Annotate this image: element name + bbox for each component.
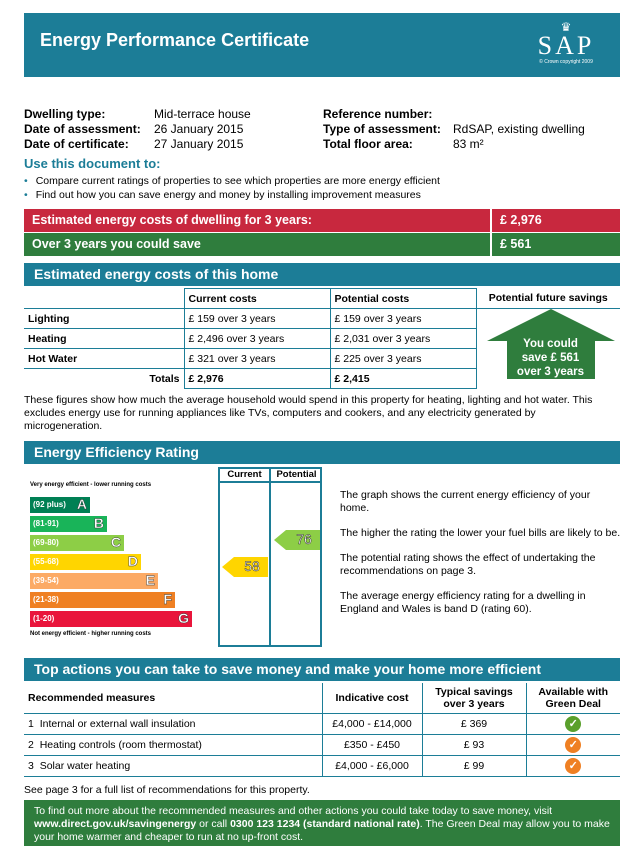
measures-header: Recommended measures xyxy=(24,683,322,713)
see-page-note: See page 3 for a full list of recommendations for this property. xyxy=(24,784,310,796)
band-letter: E xyxy=(145,572,155,588)
rating-band xyxy=(30,554,141,570)
potential-cost-cell: £ 225 over 3 years xyxy=(330,349,476,369)
green-deal-cell xyxy=(526,734,620,755)
footer-text: . The Green Deal may allow you to make your home warmer and cheaper to run at no up-front cost. xyxy=(34,818,610,843)
band-range: (69-80) xyxy=(33,538,59,547)
table-row xyxy=(24,309,620,329)
efficient-note: Very energy efficient - lower running costs xyxy=(30,482,152,488)
band-letter: A xyxy=(76,496,87,512)
potential-costs-header: Potential costs xyxy=(330,289,476,309)
potential-cost-cell: £ 159 over 3 years xyxy=(330,309,476,329)
efficiency-paragraph: The graph shows the current energy efficiency of your home. xyxy=(340,489,591,514)
certificate-date-label: Date of certificate: xyxy=(24,137,129,151)
footer-phone: 0300 123 1234 (standard national rate) xyxy=(230,818,420,830)
savings-label: Over 3 years you could save xyxy=(32,237,201,251)
band-range: (39-54) xyxy=(33,576,59,585)
use-bullet xyxy=(24,189,421,201)
green-deal-cell xyxy=(526,755,620,776)
current-column-header: Current xyxy=(227,469,262,480)
measure-cell xyxy=(24,734,322,755)
savings-header: Typical savings over 3 years xyxy=(422,683,526,713)
footer-info xyxy=(24,800,620,846)
certificate-date-value: 27 January 2015 xyxy=(154,137,244,151)
current-costs-header: Current costs xyxy=(184,289,330,309)
future-savings-header: Potential future savings xyxy=(476,289,620,309)
tick-icon: ✓ xyxy=(565,737,581,753)
measure-name: Heating controls (room thermostat) xyxy=(39,738,202,751)
inefficient-note: Not energy efficient - higher running costs xyxy=(30,631,152,637)
row-label: Lighting xyxy=(24,309,184,329)
band-range: (92 plus) xyxy=(33,500,66,509)
band-range: (1-20) xyxy=(33,614,55,623)
measure-number: 2 xyxy=(28,738,34,751)
costs-section-title: Estimated energy costs of this home xyxy=(24,263,620,286)
costs-header-row xyxy=(24,289,620,309)
use-bullet-text: Find out how you can save energy and money by installing improvement measures xyxy=(35,189,421,201)
measure-cost: £4,000 - £6,000 xyxy=(322,755,422,776)
measure-cost: £4,000 - £14,000 xyxy=(322,713,422,734)
costs-table xyxy=(24,288,620,389)
measure-number: 1 xyxy=(28,717,34,730)
rating-band xyxy=(30,592,175,608)
green-deal-header: Available with Green Deal xyxy=(526,683,620,713)
potential-column-header: Potential xyxy=(276,469,317,480)
costs-header-blank xyxy=(24,289,184,309)
green-deal-cell xyxy=(526,713,620,734)
band-range: (21-38) xyxy=(33,595,59,604)
sap-logo xyxy=(526,21,606,71)
use-heading: Use this document to: xyxy=(24,156,161,171)
row-label: Hot Water xyxy=(24,349,184,369)
actions-table xyxy=(24,683,620,777)
tick-icon: ✓ xyxy=(565,716,581,732)
rating-band xyxy=(30,573,158,589)
assessment-date-label: Date of assessment: xyxy=(24,122,141,136)
use-bullet xyxy=(24,175,440,187)
rating-column-divider xyxy=(269,467,271,647)
assessment-type-value: RdSAP, existing dwelling xyxy=(453,122,585,136)
totals-current: £ 2,976 xyxy=(184,369,330,389)
floor-area-label: Total floor area: xyxy=(323,137,413,151)
bullet-icon: • xyxy=(24,189,28,201)
measure-cell xyxy=(24,755,322,776)
assessment-type-label: Type of assessment: xyxy=(323,122,441,136)
savings-bar xyxy=(24,233,490,256)
arrow-line: save £ 561 xyxy=(521,352,580,364)
measure-cost: £350 - £450 xyxy=(322,734,422,755)
table-row xyxy=(24,713,620,734)
totals-label: Totals xyxy=(24,369,184,389)
rating-band xyxy=(30,497,90,513)
dwelling-type-label: Dwelling type: xyxy=(24,107,106,121)
estimated-cost-label: Estimated energy costs of dwelling for 3 years: xyxy=(32,213,312,227)
current-cost-cell: £ 159 over 3 years xyxy=(184,309,330,329)
sap-logo-text: SAP xyxy=(537,31,595,60)
measure-saving: £ 99 xyxy=(422,755,526,776)
savings-value: £ 561 xyxy=(490,233,620,256)
current-rating-value: 58 xyxy=(244,558,260,574)
costs-explanation: These figures show how much the average household would spend in this property for heating, lighting and hot water. This excludes energy use for running appliances like TVs, computers and cookers, and any electricity generated by microgeneration. xyxy=(24,394,593,432)
measure-saving: £ 369 xyxy=(422,713,526,734)
measure-saving: £ 93 xyxy=(422,734,526,755)
measure-name: Solar water heating xyxy=(39,759,131,772)
tick-icon: ✓ xyxy=(565,758,581,774)
arrow-line: You could xyxy=(523,338,578,350)
rating-band xyxy=(30,535,124,551)
row-label: Heating xyxy=(24,329,184,349)
reference-label: Reference number: xyxy=(323,107,433,121)
efficiency-paragraph: The higher the rating the lower your fuel bills are likely to be. xyxy=(340,527,621,539)
assessment-date-value: 26 January 2015 xyxy=(154,122,244,136)
efficiency-chart xyxy=(24,467,324,647)
savings-arrow-text xyxy=(485,337,617,379)
certificate-title: Energy Performance Certificate xyxy=(40,30,310,50)
crown-icon: ♛ xyxy=(560,20,572,34)
actions-header-row xyxy=(24,683,620,713)
band-range: (55-68) xyxy=(33,557,59,566)
actions-section-title: Top actions you can take to save money and make your home more efficient xyxy=(24,658,620,681)
efficiency-text xyxy=(340,489,622,616)
estimated-cost-bar xyxy=(24,209,490,232)
measure-name: Internal or external wall insulation xyxy=(39,717,196,730)
footer-text: To find out more about the recommended measures and other actions you could take today to save money, visit xyxy=(34,805,553,817)
arrow-line: over 3 years xyxy=(516,366,585,378)
band-letter: F xyxy=(163,591,172,607)
savings-arrow-cell xyxy=(476,309,620,389)
efficiency-paragraph: The average energy efficiency rating for a dwelling in England and Wales is band D (rating 60). xyxy=(340,590,586,615)
band-letter: C xyxy=(110,534,121,550)
certificate-header xyxy=(24,13,620,77)
band-letter: D xyxy=(127,553,138,569)
rating-band xyxy=(30,516,107,532)
band-letter: G xyxy=(178,610,189,626)
band-range: (81-91) xyxy=(33,519,59,528)
crown-copyright: © Crown copyright 2009 xyxy=(539,59,593,65)
estimated-cost-value: £ 2,976 xyxy=(490,209,620,232)
table-row xyxy=(24,734,620,755)
current-cost-cell: £ 2,496 over 3 years xyxy=(184,329,330,349)
measure-cell xyxy=(24,713,322,734)
rating-band xyxy=(30,611,192,627)
efficiency-section-title: Energy Efficiency Rating xyxy=(24,441,620,464)
rating-header-line xyxy=(218,481,322,483)
table-row xyxy=(24,755,620,776)
bullet-icon: • xyxy=(24,175,28,187)
footer-link[interactable]: www.direct.gov.uk/savingenergy xyxy=(34,818,197,830)
potential-cost-cell: £ 2,031 over 3 years xyxy=(330,329,476,349)
potential-rating-value: 76 xyxy=(296,531,312,547)
use-bullet-text: Compare current ratings of properties to see which properties are more energy efficient xyxy=(35,175,440,187)
measure-number: 3 xyxy=(28,759,34,772)
band-letter: B xyxy=(93,515,104,531)
dwelling-type-value: Mid-terrace house xyxy=(154,107,251,121)
cost-header: Indicative cost xyxy=(322,683,422,713)
efficiency-paragraph: The potential rating shows the effect of undertaking the recommendations on page 3. xyxy=(340,552,596,577)
totals-potential: £ 2,415 xyxy=(330,369,476,389)
footer-text: or call xyxy=(196,818,231,830)
floor-area-value: 83 m² xyxy=(453,137,484,151)
current-cost-cell: £ 321 over 3 years xyxy=(184,349,330,369)
